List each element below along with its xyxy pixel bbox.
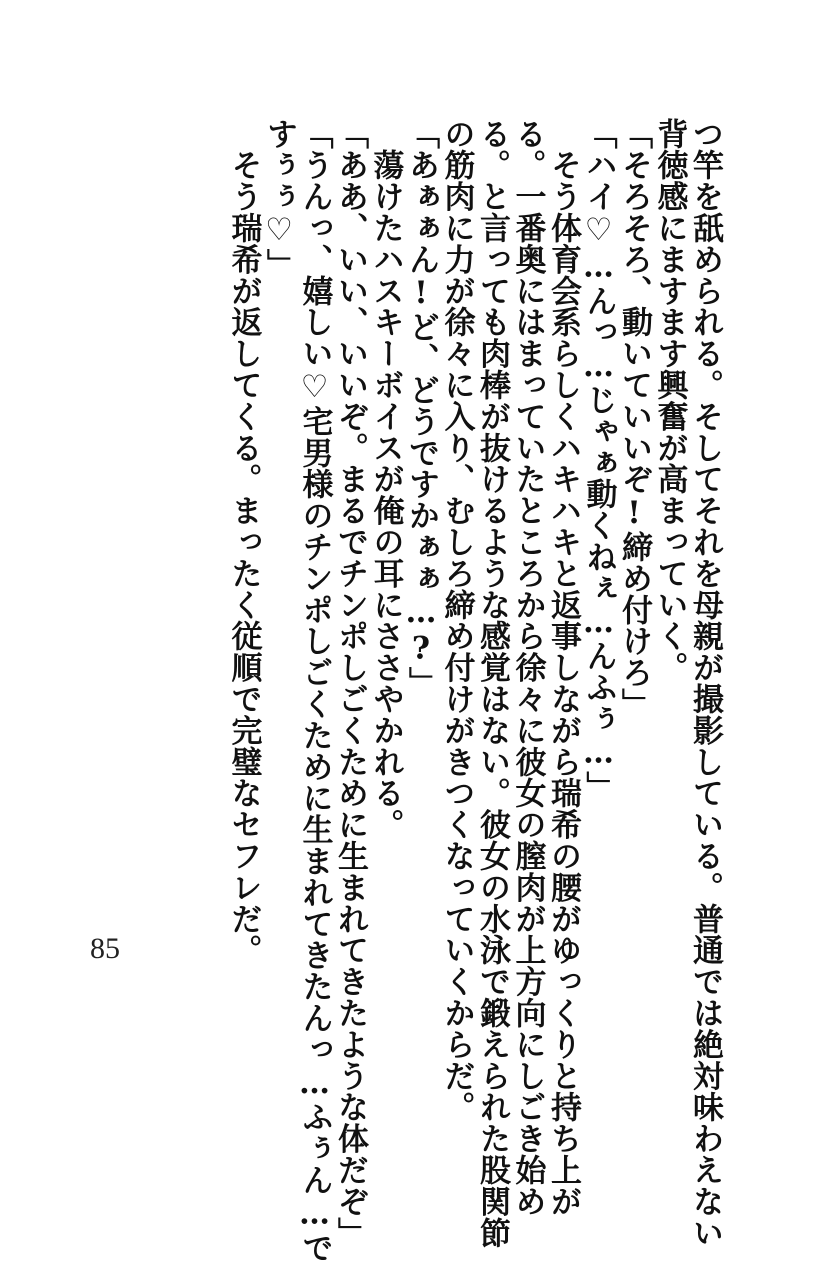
text-line: の筋肉に力が徐々に入り、むしろ締め付けがきつくなっていくからだ。 <box>438 118 475 1123</box>
text-line: る。と言っても肉棒が抜けるような感覚はない。彼女の水泳で鍛えられた股関節 <box>474 118 510 1249</box>
page-number: 85 <box>90 932 120 965</box>
text-line: 「ああ、いい、いいぞ。まるでチンポしごくために生まれてきたような体だぞ」 <box>332 118 368 1249</box>
text-line: 「ハイ♡…んっ…じゃぁ動くねぇ…んふぅ…」 <box>580 118 617 803</box>
text-line: 蕩けたハスキーボイスが俺の耳にささやかれる。 <box>367 118 404 841</box>
text-line: 「そろそろ、動いていいぞ!締め付けろ」 <box>616 118 652 720</box>
text-line: そう瑞希が返してくる。まったく従順で完璧なセフレだ。 <box>225 118 262 966</box>
text-line: そう体育会系らしくハキハキと返事しながら瑞希の腰がゆっくりと持ち上が <box>545 118 581 1217</box>
text-line: る。一番奥にはまっていたところから徐々に彼女の膣肉が上方向にしごき始め <box>509 118 546 1217</box>
text-line: 「あぁぁん!ど、どうですかぁぁ…?」 <box>403 118 439 699</box>
text-line: つ竿を舐められる。そしてそれを母親が撮影している。普通では絶対味わえない <box>687 118 723 1249</box>
vertical-text-body <box>225 118 723 1263</box>
text-line: 背徳感にますます興奮が高まっていく。 <box>651 118 688 684</box>
text-line: 「うんっ、嬉しい♡宅男様のチンポしごくために生まれてきたんっ…ふぅん…で <box>296 118 333 1263</box>
text-line: すぅぅ♡」 <box>261 118 297 280</box>
